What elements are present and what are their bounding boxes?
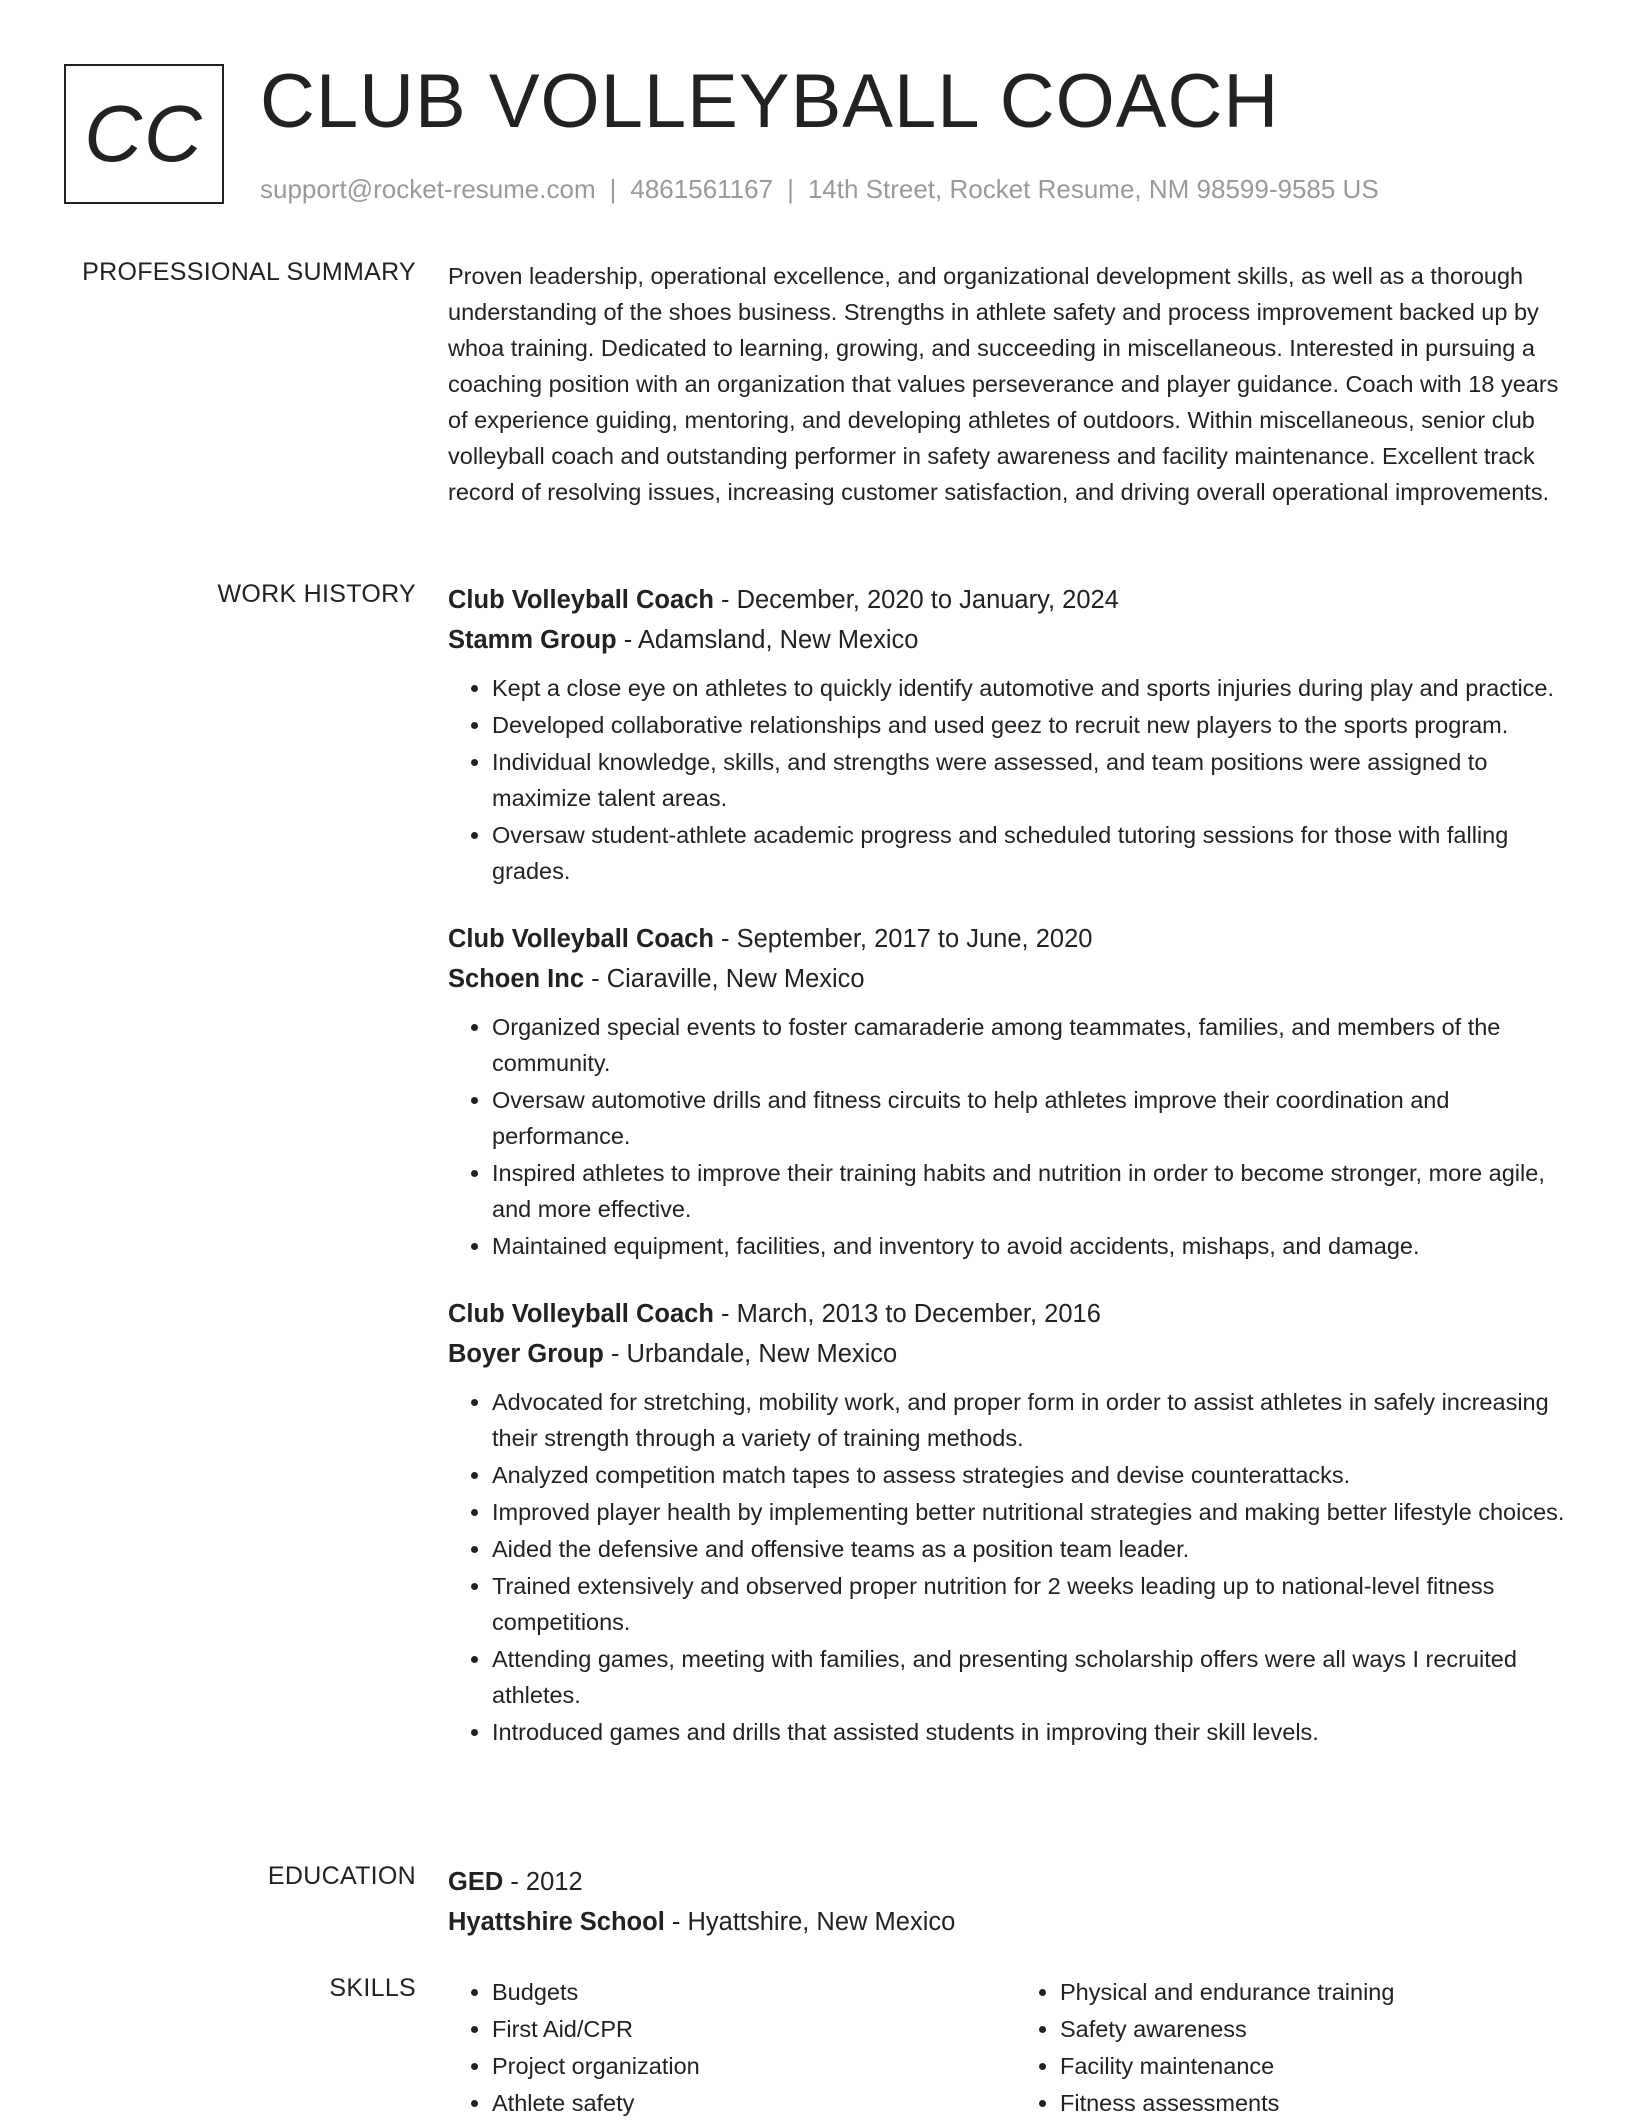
skill-item: • Budgets [492, 1974, 1016, 2010]
list-item: • Trained extensively and observed proper nutrition for 2 weeks leading up to national-level fitness competitions. [492, 1568, 1584, 1640]
education-body [448, 1862, 1584, 1942]
skills-list-right [1016, 1974, 1584, 2122]
education-degree: GED [448, 1868, 504, 1896]
skills-body [448, 1974, 1584, 2122]
contact-address: 14th Street, Rocket Resume, NM 98599-9585 US [807, 174, 1379, 204]
skill-item: • Facility maintenance [1060, 2048, 1584, 2084]
list-item: • Introduced games and drills that assisted students in improving their skill levels. [492, 1714, 1584, 1750]
section-label-education: EDUCATION [267, 1862, 416, 1890]
skill-item: • Fitness assessments [1060, 2085, 1584, 2121]
skill-item: • First Aid/CPR [492, 2011, 1016, 2047]
summary-body [448, 258, 1584, 510]
job-company: Stamm Group [448, 626, 617, 654]
job-title: Club Volleyball Coach [448, 1300, 714, 1328]
section-label-work: WORK HISTORY [217, 580, 416, 608]
education-location: - Hyattshire, New Mexico [664, 1908, 956, 1936]
job-bullets [448, 1009, 1584, 1264]
job-company: Boyer Group [448, 1340, 604, 1368]
list-item: • Oversaw automotive drills and fitness circuits to help athletes improve their coordination and performance. [492, 1082, 1584, 1154]
contact-phone: 4861561167 [630, 174, 774, 204]
list-item: • Analyzed competition match tapes to assess strategies and devise counterattacks. [492, 1457, 1584, 1493]
job-company: Schoen Inc [448, 965, 585, 993]
contact-email: support@rocket-resume.com [260, 174, 596, 204]
resume-header [64, 59, 1584, 214]
contact-line [260, 174, 1379, 205]
list-item: • Developed collaborative relationships and used geez to recruit new players to the sports program. [492, 707, 1584, 743]
job-location: - Adamsland, New Mexico [616, 626, 919, 654]
list-item: • Organized special events to foster camaraderie among teammates, families, and members of the community. [492, 1009, 1584, 1081]
list-item: • Inspired athletes to improve their training habits and nutrition in order to become stronger, more agile, and more effective. [492, 1155, 1584, 1227]
job-title-line [448, 919, 1584, 959]
list-item: • Aided the defensive and offensive teams as a position team leader. [492, 1531, 1584, 1567]
job-entry [448, 919, 1584, 1264]
contact-separator: | [609, 174, 617, 204]
job-title-line [448, 1294, 1584, 1334]
job-entry [448, 580, 1584, 889]
job-title: Club Volleyball Coach [448, 925, 714, 953]
list-item: • Attending games, meeting with families, and presenting scholarship offers were all ways I recruited athletes. [492, 1641, 1584, 1713]
education-degree-line [448, 1862, 1584, 1902]
job-company-line [448, 959, 1584, 999]
job-company-line [448, 620, 1584, 660]
skills-list-left [448, 1974, 1016, 2122]
monogram: CC [64, 64, 224, 204]
summary-text: Proven leadership, operational excellence, and organizational development skills, as well as a thorough understanding of the shoes business. Strengths in athlete safety and process improvement backed up by whoa training. Dedicated to learning, growing, and succeeding in miscellaneous. Interested in pursuing a coaching position with an organization that values perseverance and player guidance. Coach with 18 years of experience guiding, mentoring, and developing athletes of outdoors. Within miscellaneous, senior club volleyball coach and outstanding performer in safety awareness and facility maintenance. Excellent track record of resolving issues, increasing customer satisfaction, and driving overall operational improvements. [448, 263, 1559, 505]
list-item: • Oversaw student-athlete academic progress and scheduled tutoring sessions for those with falling grades. [492, 817, 1584, 889]
job-entry [448, 1294, 1584, 1750]
list-item: • Individual knowledge, skills, and strengths were assessed, and team positions were assigned to maximize talent areas. [492, 744, 1584, 816]
contact-separator: | [787, 174, 794, 204]
list-item: • Advocated for stretching, mobility work, and proper form in order to assist athletes in safely increasing their strength through a variety of training methods. [492, 1384, 1584, 1456]
education-school: Hyattshire School [448, 1908, 665, 1936]
skill-item: • Athlete safety [492, 2085, 1016, 2121]
skill-item: • Physical and endurance training [1060, 1974, 1584, 2010]
education-year: - 2012 [503, 1868, 583, 1896]
job-bullets [448, 670, 1584, 889]
job-location: - Ciaraville, New Mexico [584, 965, 865, 993]
job-dates: - September, 2017 to June, 2020 [713, 925, 1093, 953]
skill-item: • Safety awareness [1060, 2011, 1584, 2047]
skill-item: • Project organization [492, 2048, 1016, 2084]
job-dates: - December, 2020 to January, 2024 [713, 586, 1119, 614]
list-item: • Maintained equipment, facilities, and inventory to avoid accidents, mishaps, and damage. [492, 1228, 1584, 1264]
section-label-skills: SKILLS [329, 1974, 416, 2002]
page-title: CLUB VOLLEYBALL COACH [260, 59, 1280, 144]
job-company-line [448, 1334, 1584, 1374]
section-label-summary: PROFESSIONAL SUMMARY [82, 258, 416, 286]
job-bullets [448, 1384, 1584, 1750]
list-item: • Kept a close eye on athletes to quickly identify automotive and sports injuries during play and practice. [492, 670, 1584, 706]
job-title-line [448, 580, 1584, 620]
education-school-line [448, 1902, 1584, 1942]
job-dates: - March, 2013 to December, 2016 [713, 1300, 1101, 1328]
list-item: • Improved player health by implementing better nutritional strategies and making better lifestyle choices. [492, 1494, 1584, 1530]
job-location: - Urbandale, New Mexico [603, 1340, 898, 1368]
work-body [448, 580, 1584, 1780]
job-title: Club Volleyball Coach [448, 586, 714, 614]
